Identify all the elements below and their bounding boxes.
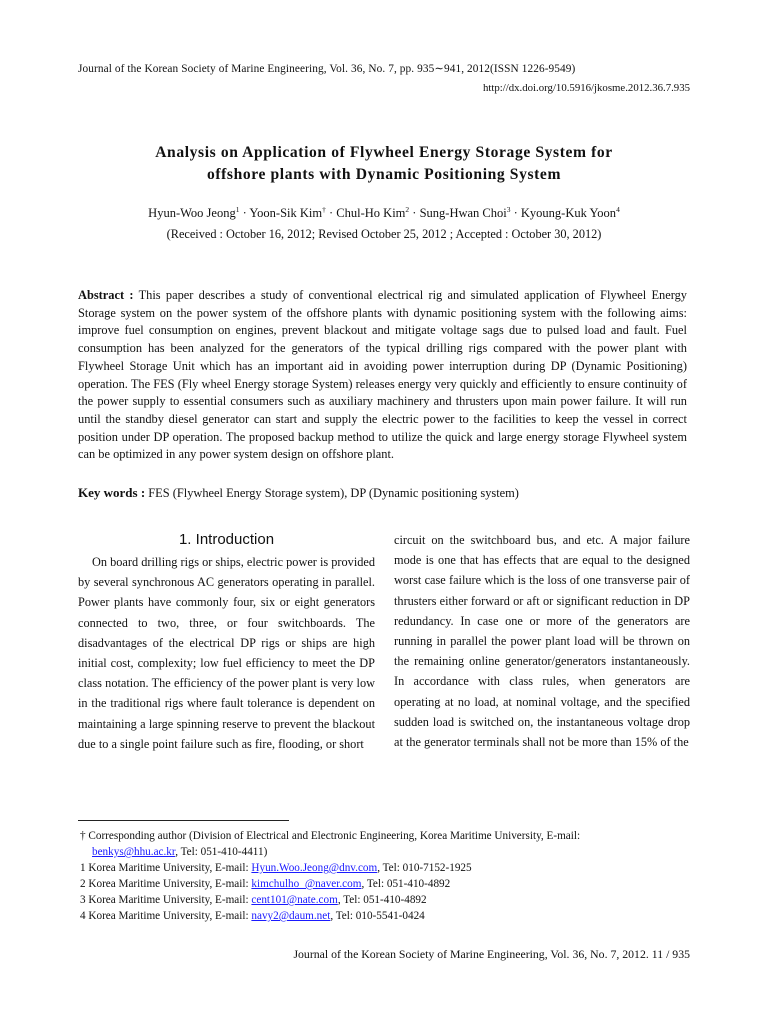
author-separator: · bbox=[510, 206, 521, 220]
footnote-number: 1 bbox=[80, 862, 86, 874]
footnote-tel: , Tel: 010-7152-1925 bbox=[377, 862, 472, 874]
author-name: Sung-Hwan Choi bbox=[419, 206, 507, 220]
footnote-item bbox=[80, 860, 692, 876]
footnote-item bbox=[80, 908, 692, 924]
email-link[interactable]: cent101@nate.com bbox=[251, 894, 338, 906]
doi-link[interactable]: http://dx.doi.org/10.5916/jkosme.2012.36.7.935 bbox=[482, 82, 690, 94]
author-mark: 1 bbox=[235, 205, 240, 214]
author-separator: · bbox=[409, 206, 420, 220]
author-name: Yoon-Sik Kim bbox=[249, 206, 323, 220]
footnote-text: Corresponding author (Division of Electrical and Electronic Engineering, Korea Maritime University, E-mail: bbox=[88, 830, 581, 842]
footnote-text: Korea Maritime University, E-mail: bbox=[88, 878, 252, 890]
footnote-number: 4 bbox=[80, 910, 86, 922]
footnote-text: Korea Maritime University, E-mail: bbox=[88, 862, 252, 874]
abstract-label: Abstract : bbox=[78, 288, 134, 302]
footnote-tel: , Tel: 051-410-4411) bbox=[175, 846, 268, 858]
section-heading: 1. Introduction bbox=[178, 531, 275, 548]
footnote-text: Korea Maritime University, E-mail: bbox=[88, 894, 252, 906]
author-mark: † bbox=[322, 205, 326, 214]
keywords bbox=[78, 485, 687, 501]
footnote-corresponding-contact bbox=[80, 844, 692, 860]
footnote-tel: , Tel: 051-410-4892 bbox=[361, 878, 451, 890]
dagger-mark: † bbox=[80, 830, 86, 842]
email-link[interactable]: Hyun.Woo.Jeong@dnv.com bbox=[251, 862, 378, 874]
keywords-label: Key words : bbox=[78, 485, 146, 500]
author-separator: · bbox=[325, 206, 337, 220]
footnote-text: Korea Maritime University, E-mail: bbox=[88, 910, 252, 922]
footnote-item bbox=[80, 876, 692, 892]
paper-title bbox=[60, 142, 708, 186]
author-separator: · bbox=[239, 206, 250, 220]
author-list bbox=[60, 205, 708, 221]
author-mark: 4 bbox=[616, 205, 620, 214]
footnote-tel: , Tel: 010-5541-0424 bbox=[330, 910, 425, 922]
author-name: Kyoung-Kuk Yoon bbox=[520, 206, 617, 220]
title-line-1: Analysis on Application of Flywheel Energy Storage System for bbox=[155, 144, 613, 161]
footnote-divider bbox=[78, 820, 289, 821]
author-name: Chul-Ho Kim bbox=[336, 206, 406, 220]
footnote-item bbox=[80, 892, 692, 908]
abstract bbox=[78, 287, 687, 464]
author-mark: 3 bbox=[506, 205, 511, 214]
footnote-number: 2 bbox=[80, 878, 86, 890]
email-link[interactable]: kimchulho_@naver.com bbox=[251, 878, 362, 890]
page-footer: Journal of the Korean Society of Marine Engineering, Vol. 36, No. 7, 2012. 11 / 935 bbox=[293, 947, 690, 961]
received-dates: (Received : October 16, 2012; Revised October 25, 2012 ; Accepted : October 30, 2012) bbox=[166, 227, 602, 241]
email-link[interactable]: benkys@hhu.ac.kr bbox=[92, 846, 176, 858]
journal-citation: Journal of the Korean Society of Marine Engineering, Vol. 36, No. 7, pp. 935∼941, 2012(ISSN 1226-9549) bbox=[78, 63, 576, 75]
keywords-text: FES (Flywheel Energy Storage system), DP (Dynamic positioning system) bbox=[148, 486, 519, 500]
abstract-text: This paper describes a study of conventional electrical rig and simulated application of Flywheel Energy Storage system on the power system of the offshore plants with dynamic positioning system with the following aims: improve fuel consumption on engines, prevent blackout and mitigate voltage sags due to pulsed load and fault. Fuel consumption has been analyzed for the generators of the typical drilling rigs compared with the power plant with Flywheel Storage Unit which has an important aid in avoiding power interruption during DP (Dynamic Positioning) operation. The FES (Fly wheel Energy storage System) releases energy very quickly and efficiently to ensure continuity of the power supply to essential consumers such as auxiliary machinery and thrusters upon main power failure. It will run until the standby diesel generator can start and supply the electric power to the facilities to keep the vessel in correct position under DP operation. The proposed backup method to utilize the quick and large energy storage Flywheel system can be optimized in any power system design on offshore plant. bbox=[78, 288, 688, 462]
email-link[interactable]: navy2@daum.net bbox=[251, 910, 331, 922]
footnote-number: 3 bbox=[80, 894, 86, 906]
intro-right-column: circuit on the switchboard bus, and etc. A major failure mode is one that has effects that are equal to the designed worst case failure which is the loss of one transverse pair of thrusters either forward or aft or significant reduction in DP redundancy. In case one or more of the generators are running in parallel the power plant load will be thrown on the remaining online generator/generators instantaneously. In accordance with class rules, when generators are operating at no load, at nominal voltage, and the specified sudden load is switched on, the instantaneous voltage drop at the generator terminals shall not be more than 15% of the bbox=[394, 533, 690, 750]
intro-left-column: On board drilling rigs or ships, electric power is provided by several synchronous AC generators operating in parallel. Power plants have commonly four, six or eight generators connected to two, three, or four switchboards. The disadvantages of the electrical DP rigs or ships are high initial cost, complexity; low fuel efficiency to meet the DP class notation. The efficiency of the power plant is very low in the traditional rigs where fault tolerance is dependent on maintaining a large spinning reserve to prevent the blackout due to a single point failure such as fire, flooding, or short bbox=[78, 555, 375, 751]
author-name: Hyun-Woo Jeong bbox=[148, 206, 236, 220]
footnotes bbox=[80, 828, 692, 924]
footnote-tel: , Tel: 051-410-4892 bbox=[337, 894, 427, 906]
footnote-corresponding bbox=[80, 828, 692, 844]
author-mark: 2 bbox=[405, 205, 410, 214]
title-line-2: offshore plants with Dynamic Positioning System bbox=[206, 166, 562, 183]
